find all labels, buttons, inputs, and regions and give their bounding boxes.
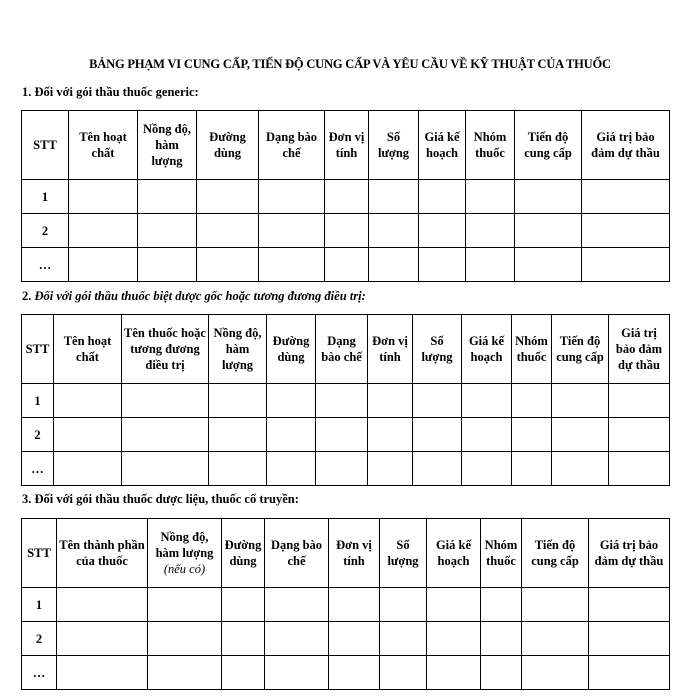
header-cell: Tiến độ cung cấp [515, 111, 582, 180]
header-cell: Dạng bào chế [259, 111, 325, 180]
header-cell: Đường dùng [197, 111, 259, 180]
header-cell: Đường dùng [267, 315, 316, 384]
header-cell: Tên hoạt chất [54, 315, 122, 384]
header-cell: Số lượng [369, 111, 419, 180]
table-header-row [22, 519, 670, 588]
header-cell: Giá kế hoạch [419, 111, 466, 180]
header-cell: Đường dùng [222, 519, 265, 588]
section1-heading: 1. Đối với gói thầu thuốc generic: [22, 85, 199, 99]
stt-cell: 1 [22, 588, 57, 622]
header-cell: Tiến độ cung cấp [552, 315, 609, 384]
header-cell: Tiến độ cung cấp [522, 519, 589, 588]
table-header-row [22, 111, 670, 180]
stt-cell: 2 [22, 622, 57, 656]
header-cell: Nồng độ, hàm lượng [209, 315, 267, 384]
header-cell: Tên hoạt chất [69, 111, 138, 180]
header-cell: STT [22, 519, 57, 588]
header-cell: Giá kế hoạch [462, 315, 512, 384]
section2-heading [22, 289, 366, 304]
header-cell: Đơn vị tính [368, 315, 413, 384]
table-row [22, 384, 670, 418]
header-cell: Đơn vị tính [325, 111, 369, 180]
table-row [22, 248, 670, 282]
header-cell: Nhóm thuốc [481, 519, 522, 588]
table-row [22, 180, 670, 214]
stt-cell: … [22, 248, 69, 282]
header-cell: STT [22, 111, 69, 180]
table-row [22, 622, 670, 656]
header-cell: Tên thành phần của thuốc [57, 519, 148, 588]
section2-table [21, 314, 670, 486]
header-cell: Đơn vị tính [329, 519, 380, 588]
header-cell: Dạng bào chế [316, 315, 368, 384]
header-cell: Giá trị bảo đảm dự thầu [589, 519, 670, 588]
stt-cell: 2 [22, 418, 54, 452]
stt-cell: 1 [22, 180, 69, 214]
section3-table [21, 518, 670, 690]
header-cell-note: (nếu có) [163, 562, 206, 576]
header-cell: Nhóm thuốc [512, 315, 552, 384]
header-cell: Số lượng [413, 315, 462, 384]
section3-heading: 3. Đối với gói thầu thuốc dược liệu, thuốc cổ truyền: [22, 492, 299, 506]
header-cell [148, 519, 222, 588]
stt-cell: … [22, 656, 57, 690]
header-cell: Số lượng [380, 519, 427, 588]
section2-heading-text: Đối với gói thầu thuốc biệt dược gốc hoặc tương đương điều trị: [31, 289, 366, 303]
table-row [22, 452, 670, 486]
header-cell: Giá trị bảo đảm dự thầu [582, 111, 670, 180]
table-row [22, 214, 670, 248]
header-cell: STT [22, 315, 54, 384]
table-header-row [22, 315, 670, 384]
document-title: BẢNG PHẠM VI CUNG CẤP, TIẾN ĐỘ CUNG CẤP VÀ YÊU CẦU VỀ KỸ THUẬT CỦA THUỐC [89, 57, 611, 71]
section2-heading-number: 2. [22, 289, 32, 303]
table-row [22, 588, 670, 622]
header-cell: Dạng bào chế [265, 519, 329, 588]
header-cell-text: Nồng độ, hàm lượng [155, 530, 214, 560]
stt-cell: 1 [22, 384, 54, 418]
stt-cell: … [22, 452, 54, 486]
header-cell: Nồng độ, hàm lượng [138, 111, 197, 180]
table-row [22, 418, 670, 452]
header-cell: Nhóm thuốc [466, 111, 515, 180]
stt-cell: 2 [22, 214, 69, 248]
header-cell: Tên thuốc hoặc tương đương điều trị [122, 315, 209, 384]
header-cell: Giá kế hoạch [427, 519, 481, 588]
table-row [22, 656, 670, 690]
header-cell: Giá trị bảo đảm dự thầu [609, 315, 670, 384]
section1-table [21, 110, 670, 282]
